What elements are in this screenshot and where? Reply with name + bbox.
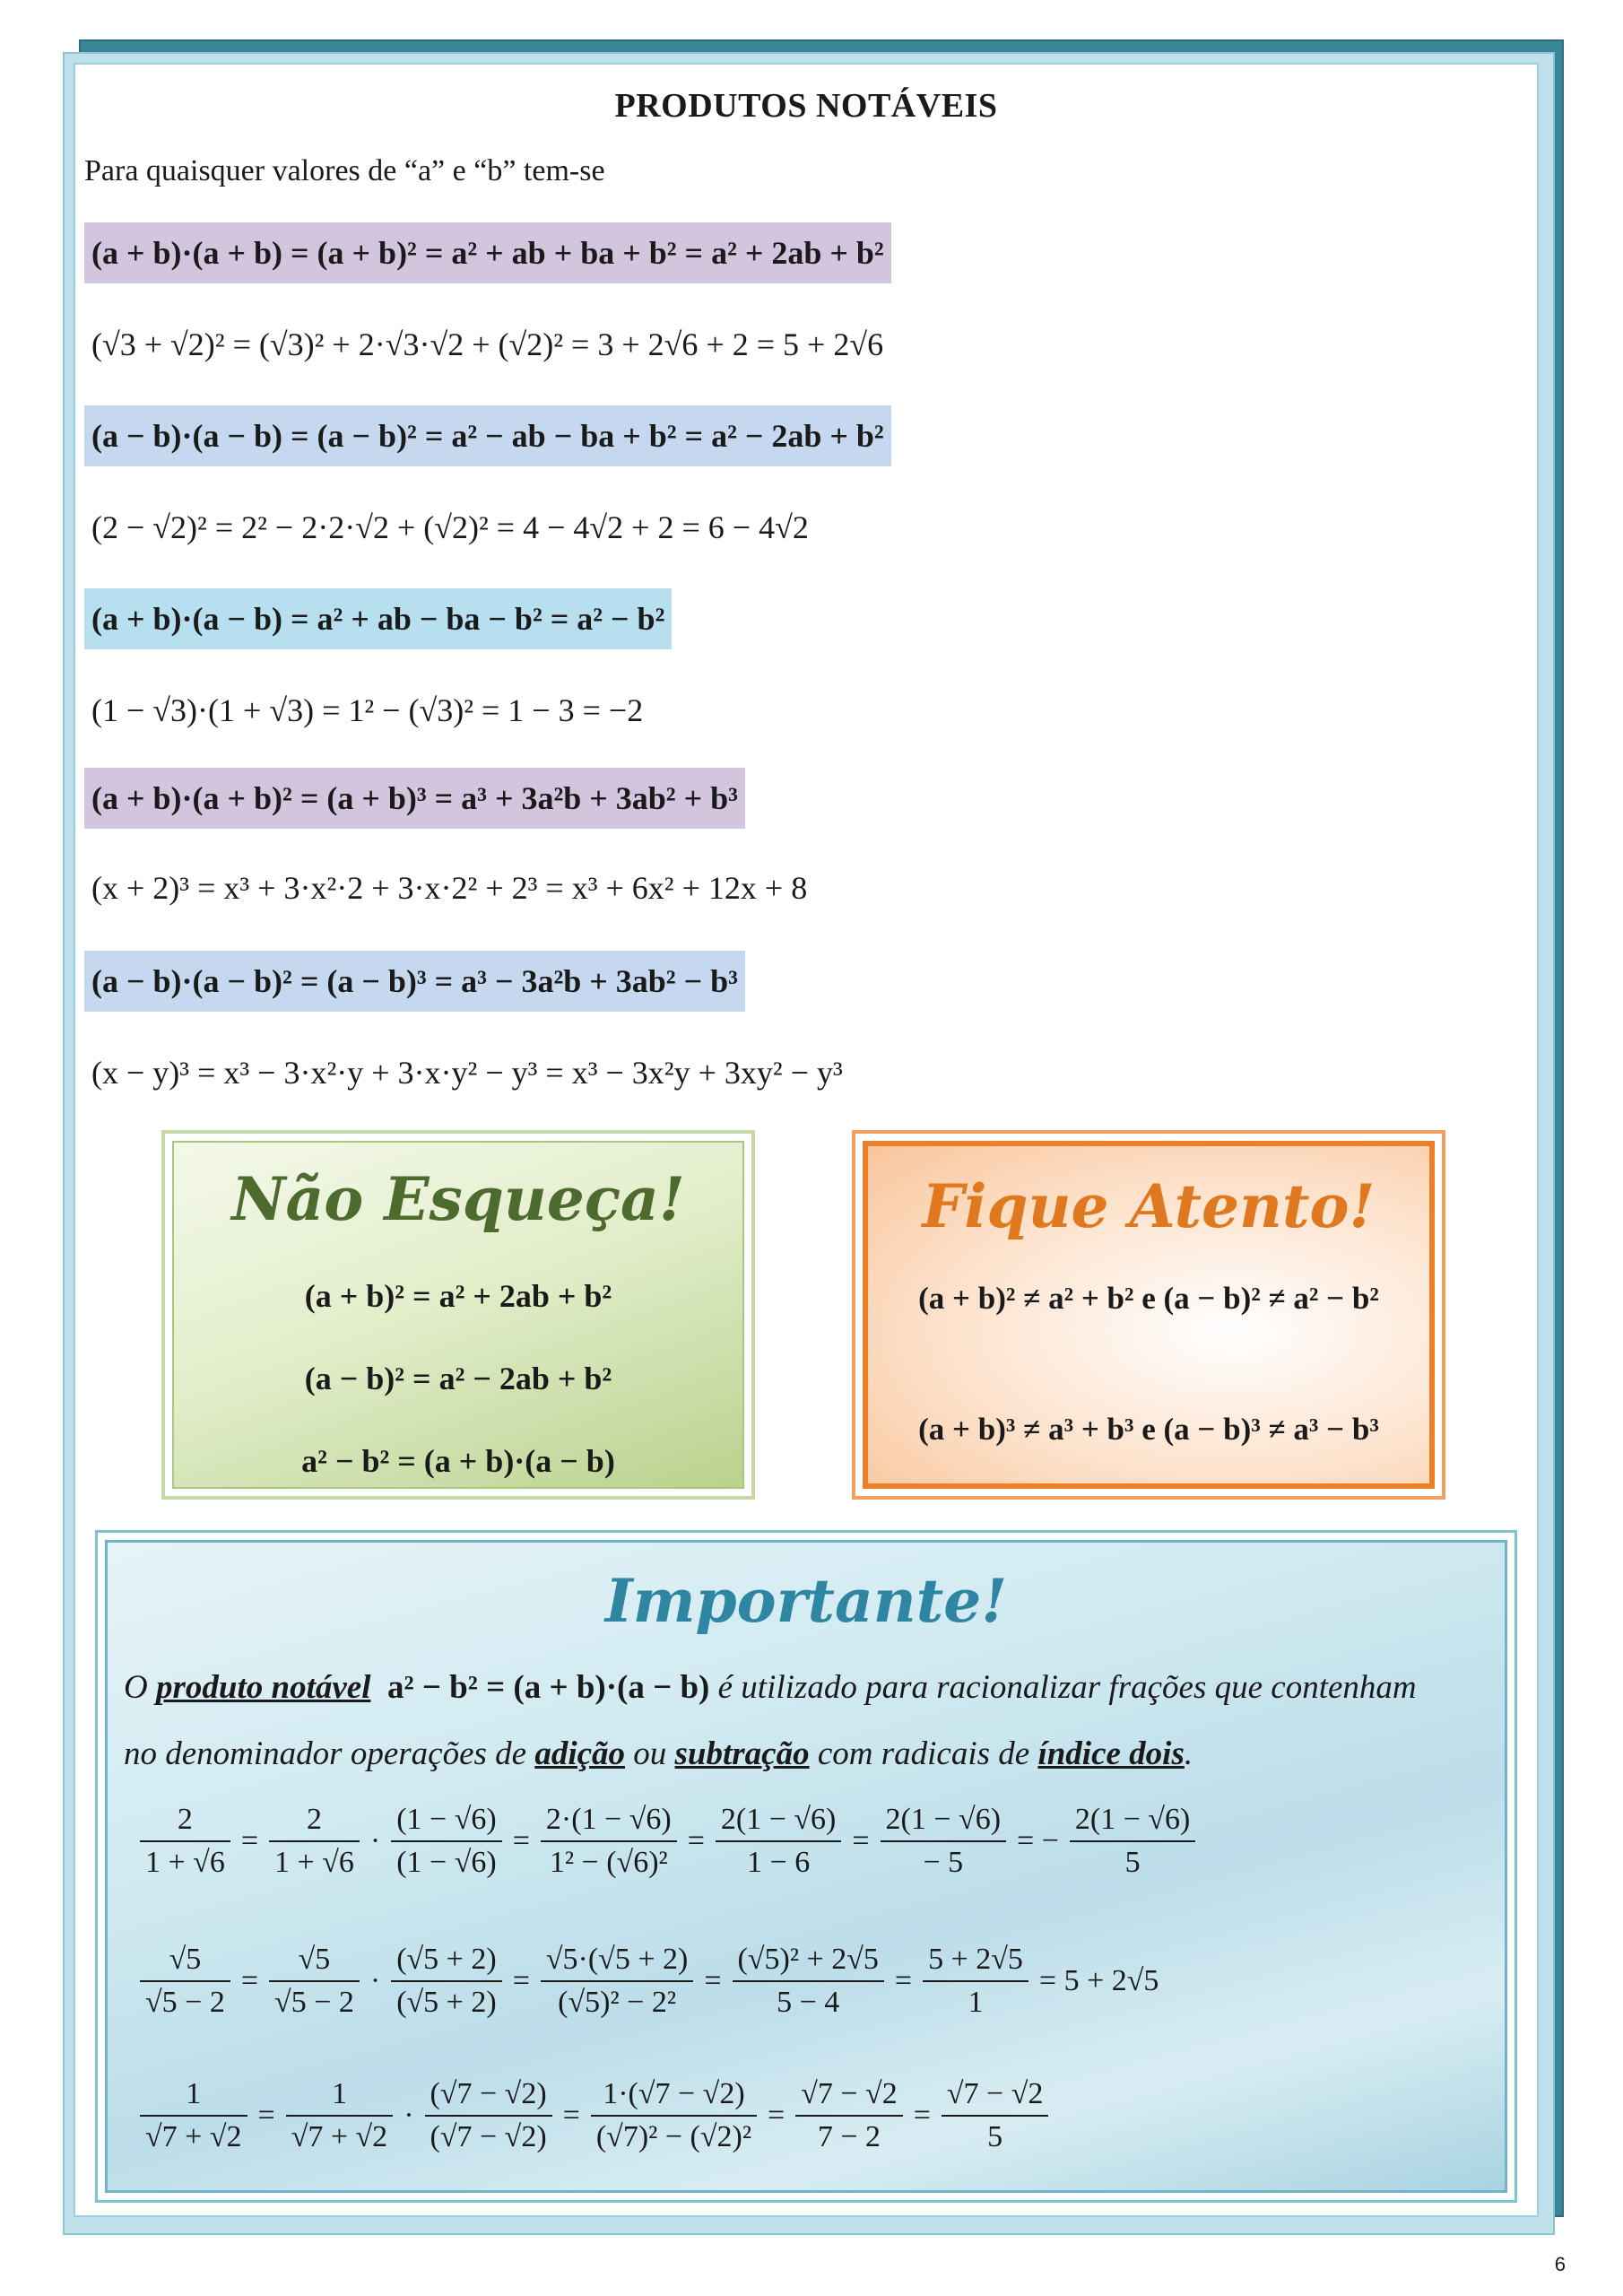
fraction	[425, 2077, 552, 2154]
rationalization-example	[135, 1943, 1164, 2059]
fraction-numerator: √5	[269, 1943, 360, 1982]
text: com radicais de	[809, 1735, 1038, 1772]
fraction-numerator: 2(1 − √6)	[716, 1803, 841, 1842]
fraction-denominator: 1	[968, 1986, 984, 2019]
fraction-denominator: (√5)² − 2²	[558, 1986, 677, 2019]
text: ou	[625, 1735, 675, 1772]
term-adicao: adição	[534, 1735, 626, 1772]
fraction-numerator: 2(1 − √6)	[1070, 1803, 1195, 1842]
equation: (a − b)·(a − b)² = (a − b)³ = a³ − 3a²b + 3ab² − b³	[84, 951, 745, 1012]
fraction-numerator: 1·(√7 − √2)	[591, 2077, 757, 2117]
fraction-denominator: √7 + √2	[145, 2120, 242, 2153]
fraction-denominator: √7 + √2	[291, 2120, 388, 2153]
fique-atento-box	[852, 1130, 1445, 1500]
fraction	[286, 2077, 394, 2154]
operator: =	[512, 1964, 530, 1997]
fraction-numerator: 5 + 2√5	[923, 1943, 1028, 1982]
term-indice-dois: índice dois	[1037, 1735, 1185, 1772]
fraction-denominator: (√5 + 2)	[396, 1986, 497, 2019]
fraction-numerator: (√5)² + 2√5	[733, 1943, 884, 1982]
operator: =	[512, 1824, 530, 1857]
fraction	[140, 1943, 230, 2020]
fraction-denominator: 1 + √6	[274, 1846, 354, 1879]
fraction-numerator: 2·(1 − √6)	[541, 1803, 677, 1842]
equation: (x + 2)³ = x³ + 3·x²·2 + 3·x·2² + 2³ = x³ + 6x² + 12x + 8	[91, 870, 808, 906]
operator: = 5 + 2√5	[1038, 1964, 1159, 1997]
fraction-denominator: 5 − 4	[777, 1986, 840, 2019]
operator: =	[687, 1824, 705, 1857]
importante-text-line-1	[124, 1668, 1488, 1707]
fraction	[140, 1803, 230, 1880]
fraction-denominator: (1 − √6)	[396, 1846, 497, 1879]
fraction	[716, 1803, 841, 1880]
nao-esqueca-title: Não Esqueça!	[231, 1164, 685, 1234]
term-produto-notavel: produto notável	[155, 1669, 371, 1706]
fique-atento-title: Fique Atento!	[922, 1171, 1376, 1241]
note-line: (a + b)² ≠ a² + b² e (a − b)² ≠ a² − b²	[918, 1281, 1379, 1316]
fraction-denominator: − 5	[923, 1846, 964, 1879]
operator: =	[704, 1964, 722, 1997]
importante-text-line-2	[124, 1735, 1488, 1773]
fraction	[541, 1803, 677, 1880]
rationalization-example	[135, 2077, 1054, 2194]
note-line: (a − b)² = a² − 2ab + b²	[304, 1361, 612, 1396]
fraction	[269, 1803, 360, 1880]
fraction	[541, 1943, 693, 2020]
page	[74, 63, 1539, 2217]
fraction-denominator: 5	[1124, 1846, 1141, 1879]
importante-panel	[105, 1540, 1507, 2193]
fraction-numerator: (√5 + 2)	[391, 1943, 501, 1982]
operator: =	[240, 1964, 259, 1997]
fraction-numerator: √7 − √2	[942, 2077, 1049, 2117]
operator: =	[913, 2099, 931, 2132]
equation: (1 − √3)·(1 + √3) = 1² − (√3)² = 1 − 3 = −2	[91, 692, 644, 728]
nao-esqueca-panel	[172, 1141, 744, 1489]
equation: (a + b)·(a − b) = a² + ab − ba − b² = a² − b²	[84, 588, 672, 649]
fraction	[591, 2077, 757, 2154]
text: é utilizado para racionalizar frações que contenham	[709, 1669, 1417, 1706]
fraction	[391, 1803, 501, 1880]
operator: ·	[369, 1964, 381, 1997]
fique-atento-panel	[863, 1141, 1435, 1489]
fraction	[923, 1943, 1028, 2020]
note-line: a² − b² = (a + b)·(a − b)	[301, 1443, 615, 1479]
fraction-denominator: 1 + √6	[145, 1846, 225, 1879]
fraction-numerator: √7 − √2	[795, 2077, 903, 2117]
note-line: (a + b)² = a² + 2ab + b²	[304, 1278, 612, 1314]
equation: (a + b)·(a + b)² = (a + b)³ = a³ + 3a²b + 3ab² + b³	[84, 768, 745, 829]
equation: (√3 + √2)² = (√3)² + 2·√3·√2 + (√2)² = 3 + 2√6 + 2 = 5 + 2√6	[91, 326, 884, 362]
term-subtracao: subtração	[674, 1735, 810, 1772]
page-number: 6	[1554, 2253, 1566, 2275]
fraction-numerator: (1 − √6)	[391, 1803, 501, 1842]
fraction-numerator: (√7 − √2)	[425, 2077, 552, 2117]
fraction	[269, 1943, 360, 2020]
operator: =	[894, 1964, 913, 1997]
formula: a² − b² = (a + b)·(a − b)	[386, 1669, 710, 1706]
text: .	[1184, 1735, 1193, 1772]
fraction-denominator: (√7)² − (√2)²	[595, 2120, 752, 2153]
text: O	[124, 1669, 156, 1706]
fraction-denominator: √5 − 2	[274, 1986, 354, 2019]
equation: (a − b)·(a − b) = (a − b)² = a² − ab − ba + b² = a² − 2ab + b²	[84, 405, 891, 466]
text: no denominador operações de	[124, 1735, 535, 1772]
fraction	[795, 2077, 903, 2154]
fraction-denominator: 7 − 2	[817, 2120, 881, 2153]
operator: ·	[369, 1824, 381, 1857]
fraction-numerator: 2(1 − √6)	[881, 1803, 1006, 1842]
operator: =	[240, 1824, 259, 1857]
fraction	[140, 2077, 247, 2154]
operator: ·	[404, 2099, 414, 2132]
equation: (a + b)·(a + b) = (a + b)² = a² + ab + ba + b² = a² + 2ab + b²	[84, 222, 891, 283]
rationalization-example	[135, 1803, 1201, 1919]
equation: (2 − √2)² = 2² − 2·2·√2 + (√2)² = 4 − 4√2 + 2 = 6 − 4√2	[91, 509, 809, 545]
fraction-numerator: 1	[286, 2077, 394, 2117]
intro-text: Para quaisquer valores de “a” e “b” tem-se	[84, 154, 605, 187]
importante-box	[95, 1530, 1517, 2203]
fraction	[942, 2077, 1049, 2154]
operator: =	[852, 1824, 870, 1857]
fraction-denominator: 5	[987, 2120, 1003, 2153]
fraction-denominator: 1² − (√6)²	[549, 1846, 668, 1879]
note-line: (a + b)³ ≠ a³ + b³ e (a − b)³ ≠ a³ − b³	[918, 1412, 1379, 1447]
fraction-numerator: 2	[269, 1803, 360, 1842]
fraction	[391, 1943, 501, 2020]
fraction	[1070, 1803, 1195, 1880]
importante-title: Importante!	[604, 1566, 1008, 1636]
fraction-numerator: 2	[140, 1803, 230, 1842]
operator: = −	[1017, 1824, 1059, 1857]
operator: =	[257, 2099, 275, 2132]
fraction	[733, 1943, 884, 2020]
fraction-numerator: √5	[140, 1943, 230, 1982]
nao-esqueca-box	[161, 1130, 755, 1500]
page-title: PRODUTOS NOTÁVEIS	[614, 87, 998, 125]
fraction-numerator: √5·(√5 + 2)	[541, 1943, 693, 1982]
fraction-denominator: 1 − 6	[747, 1846, 811, 1879]
operator: =	[562, 2099, 580, 2132]
fraction-denominator: √5 − 2	[145, 1986, 225, 2019]
fraction	[881, 1803, 1006, 1880]
equation: (x − y)³ = x³ − 3·x²·y + 3·x·y² − y³ = x³ − 3x²y + 3xy² − y³	[91, 1055, 843, 1091]
operator: =	[768, 2099, 785, 2132]
fraction-numerator: 1	[140, 2077, 247, 2117]
fraction-denominator: (√7 − √2)	[430, 2120, 547, 2153]
